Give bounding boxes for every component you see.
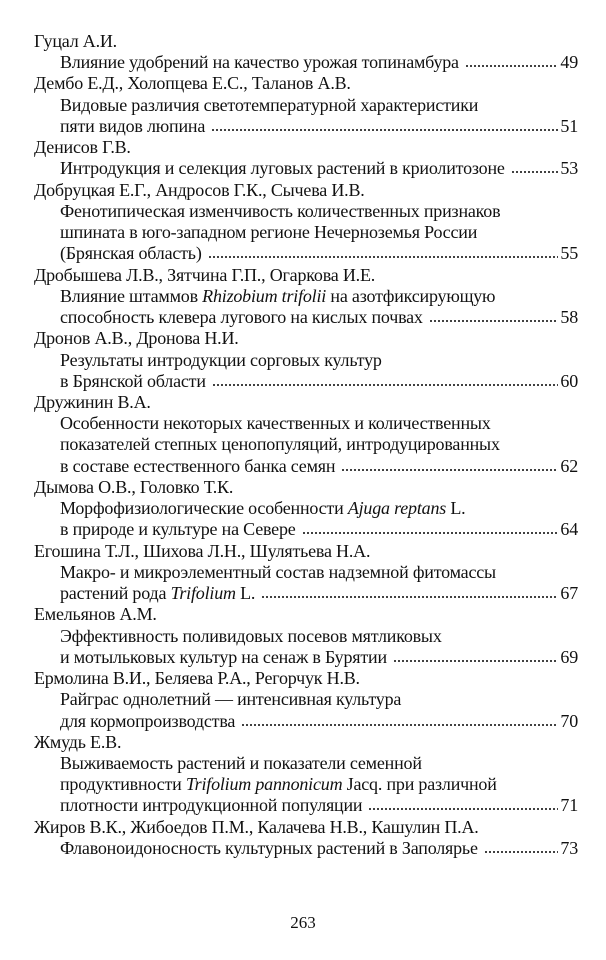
title-segment: плотности интродукционной популяции xyxy=(60,795,363,816)
entry-title-line xyxy=(34,371,578,392)
title-segment: Видовые различия светотемпературной характеристики xyxy=(60,94,479,115)
title-segment: Особенности некоторых качественных и количественных xyxy=(60,413,491,434)
toc-entry xyxy=(34,73,578,137)
entry-title-line xyxy=(34,583,578,604)
entry-authors: Дробышева Л.В., Зятчина Г.П., Огаркова И.Е. xyxy=(34,264,376,285)
entry-title-line xyxy=(34,350,578,371)
entry-title-line xyxy=(34,774,578,795)
entry-title-line xyxy=(34,647,578,668)
title-segment: шпината в юго-западном регионе Нечерноземья России xyxy=(60,222,478,243)
entry-page-number: 55 xyxy=(560,243,578,264)
entry-page-number: 53 xyxy=(560,158,578,179)
title-text xyxy=(60,774,497,795)
title-text xyxy=(60,795,362,816)
title-segment: и мотыльковых культур на сенаж в Бурятии xyxy=(60,646,387,667)
title-text xyxy=(60,689,401,710)
entry-title-line xyxy=(34,243,578,264)
dot-leader xyxy=(429,319,559,323)
entry-authors: Егошина Т.Л., Шихова Л.Н., Шулятьева Н.А. xyxy=(34,540,371,561)
toc-entry xyxy=(34,732,578,817)
title-text xyxy=(60,222,477,243)
entry-page-number: 62 xyxy=(560,455,578,476)
title-segment: Эффективность поливидовых посевов мятликовых xyxy=(60,625,442,646)
toc-entry xyxy=(34,604,578,668)
toc-entry xyxy=(34,541,578,605)
dot-leader xyxy=(261,595,558,599)
entry-authors: Емельянов А.М. xyxy=(34,604,157,625)
toc-entry xyxy=(34,392,578,477)
dot-leader xyxy=(302,531,559,535)
page-number: 263 xyxy=(290,913,316,932)
title-segment: Выживаемость растений и показатели семенной xyxy=(60,752,422,773)
entry-title-line xyxy=(34,519,578,540)
entry-title-line xyxy=(34,838,578,859)
title-segment: Интродукция и селекция луговых растений в криолитозоне xyxy=(60,158,505,179)
entry-authors: Дронов А.В., Дронова Н.И. xyxy=(34,328,239,349)
title-segment: Влияние удобрений на качество урожая топинамбура xyxy=(60,52,459,73)
title-segment: L. xyxy=(446,498,466,519)
toc-entry xyxy=(34,265,578,329)
title-segment: Флавоноидоносность культурных растений в Заполярье xyxy=(60,837,478,858)
title-text xyxy=(60,626,442,647)
title-segment: Фенотипическая изменчивость количественных признаков xyxy=(60,200,501,221)
title-text xyxy=(60,838,478,859)
title-segment: в Брянской области xyxy=(60,370,206,391)
title-text xyxy=(60,711,235,732)
title-segment: растений рода xyxy=(60,583,171,604)
entry-authors: Добруцкая Е.Г., Андросов Г.К., Сычева И.В. xyxy=(34,179,365,200)
title-segment: для кормопроизводства xyxy=(60,710,236,731)
entry-page-number: 60 xyxy=(560,370,578,391)
toc-entry xyxy=(34,328,578,392)
entry-title-line xyxy=(34,711,578,732)
entry-title-line xyxy=(34,498,578,519)
entry-title-line xyxy=(34,286,578,307)
entry-title-line xyxy=(34,222,578,243)
title-segment: на азотфиксирующую xyxy=(326,285,496,306)
title-text xyxy=(60,286,495,307)
title-text xyxy=(60,371,206,392)
entry-authors: Жмудь Е.В. xyxy=(34,731,122,752)
entry-title-line xyxy=(34,434,578,455)
entry-page-number: 69 xyxy=(560,646,578,667)
title-segment: пяти видов люпина xyxy=(60,115,206,136)
title-text xyxy=(60,562,496,583)
title-text xyxy=(60,647,387,668)
title-segment: (Брянская область) xyxy=(60,243,202,264)
entry-title-line xyxy=(34,689,578,710)
entry-title-line xyxy=(34,753,578,774)
entry-authors: Гуцал А.И. xyxy=(34,31,117,51)
title-segment: Jacq. при различной xyxy=(342,774,497,795)
entry-title-line xyxy=(34,201,578,222)
title-text xyxy=(60,583,255,604)
entry-page-number: 58 xyxy=(560,307,578,328)
entry-page-number: 67 xyxy=(560,583,578,604)
entry-title-line xyxy=(34,456,578,477)
latin-name: Trifolium xyxy=(170,583,236,604)
title-segment: способность клевера лугового на кислых почвах xyxy=(60,307,423,328)
entry-page-number: 51 xyxy=(560,115,578,136)
latin-name: Rhizobium trifolii xyxy=(202,285,327,306)
title-text xyxy=(60,158,505,179)
latin-name: Trifolium pannonicum xyxy=(185,774,343,795)
toc-entry xyxy=(34,477,578,541)
title-text xyxy=(60,52,459,73)
dot-leader xyxy=(341,468,558,472)
dot-leader xyxy=(484,850,559,854)
entry-authors: Ермолина В.И., Беляева Р.А., Регорчук Н.В. xyxy=(34,668,360,689)
title-text xyxy=(60,456,335,477)
dot-leader xyxy=(212,383,559,387)
latin-name: Ajuga reptans xyxy=(347,498,447,519)
title-segment: Влияние штаммов xyxy=(60,285,203,306)
entry-page-number: 64 xyxy=(560,519,578,540)
title-segment: Макро- и микроэлементный состав надземной фитомассы xyxy=(60,561,496,582)
title-segment: в составе естественного банка семян xyxy=(60,455,336,476)
entry-page-number: 73 xyxy=(560,837,578,858)
dot-leader xyxy=(368,807,558,811)
title-text xyxy=(60,753,422,774)
title-text xyxy=(60,413,491,434)
title-segment: Морфофизиологические особенности xyxy=(60,498,348,519)
toc-entry xyxy=(34,31,578,73)
title-text xyxy=(60,307,423,328)
dot-leader xyxy=(465,64,559,68)
title-text xyxy=(60,498,465,519)
entry-authors: Денисов Г.В. xyxy=(34,137,131,158)
title-segment: Райграс однолетний — интенсивная культура xyxy=(60,689,402,710)
entry-authors: Жиров В.К., Жибоедов П.М., Калачева Н.В., Кашулин П.А. xyxy=(34,816,479,837)
toc-entry xyxy=(34,817,578,859)
entry-title-line xyxy=(34,158,578,179)
toc-entry xyxy=(34,137,578,179)
entry-page-number: 71 xyxy=(560,795,578,816)
title-segment: L. xyxy=(235,583,256,604)
dot-leader xyxy=(393,659,559,663)
toc-entry xyxy=(34,668,578,732)
dot-leader xyxy=(211,128,558,132)
dot-leader xyxy=(208,255,559,259)
entry-title-line xyxy=(34,626,578,647)
table-of-contents xyxy=(34,31,578,859)
entry-title-line xyxy=(34,413,578,434)
entry-authors: Дружинин В.А. xyxy=(34,391,151,412)
entry-title-line xyxy=(34,52,578,73)
title-text xyxy=(60,201,500,222)
entry-title-line xyxy=(34,795,578,816)
title-text xyxy=(60,116,205,137)
title-text xyxy=(60,519,296,540)
title-text xyxy=(60,243,202,264)
toc-entry xyxy=(34,180,578,265)
entry-authors: Дембо Е.Д., Холопцева Е.С., Таланов А.В. xyxy=(34,73,351,94)
entry-authors: Дымова О.В., Головко Т.К. xyxy=(34,476,234,497)
title-segment: Результаты интродукции сорговых культур xyxy=(60,349,382,370)
dot-leader xyxy=(241,723,558,727)
entry-title-line xyxy=(34,95,578,116)
dot-leader xyxy=(511,170,559,174)
entry-title-line xyxy=(34,307,578,328)
title-text xyxy=(60,350,382,371)
title-segment: продуктивности xyxy=(60,774,186,795)
entry-page-number: 70 xyxy=(560,710,578,731)
title-segment: в природе и культуре на Севере xyxy=(60,519,296,540)
entry-title-line xyxy=(34,116,578,137)
entry-title-line xyxy=(34,562,578,583)
entry-page-number: 49 xyxy=(560,52,578,73)
title-text xyxy=(60,95,478,116)
title-segment: показателей степных ценопопуляций, интродуцированных xyxy=(60,434,500,455)
title-text xyxy=(60,434,500,455)
